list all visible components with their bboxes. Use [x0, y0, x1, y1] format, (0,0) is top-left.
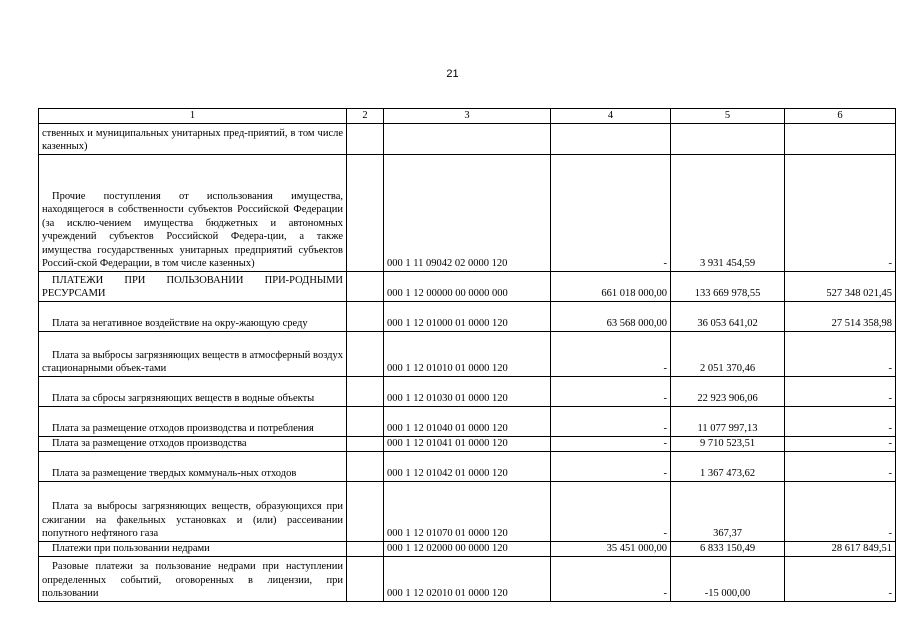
row-code-cell: 000 1 12 01041 01 0000 120	[384, 436, 551, 451]
row-rest-cell: -	[785, 331, 896, 376]
row-plan-cell	[551, 123, 671, 154]
row-name-cell	[39, 481, 347, 541]
row-name-text: Разовые платежи за пользование недрами при наступлении определенных событий, оговоренных в лицензии, при пользовании	[42, 561, 343, 599]
row-name-text: Платежи при пользовании недрами	[52, 543, 210, 554]
row-fact-cell: 9 710 523,51	[671, 436, 785, 451]
row-fact-cell: 367,37	[671, 481, 785, 541]
row-col2-cell	[347, 271, 384, 301]
row-name-cell	[39, 376, 347, 406]
row-code-cell: 000 1 12 01000 01 0000 120	[384, 301, 551, 331]
row-name-cell	[39, 451, 347, 481]
row-fact-cell: -15 000,00	[671, 556, 785, 601]
table-row	[39, 541, 896, 556]
row-col2-cell	[347, 331, 384, 376]
row-col2-cell	[347, 451, 384, 481]
column-header: 5	[671, 109, 785, 124]
row-name-text: ПЛАТЕЖИ ПРИ ПОЛЬЗОВАНИИ ПРИ-РОДНЫМИ РЕСУРСАМИ	[42, 274, 343, 299]
row-name-cell	[39, 154, 347, 271]
row-rest-cell: -	[785, 556, 896, 601]
table-row	[39, 451, 896, 481]
row-rest-cell: 27 514 358,98	[785, 301, 896, 331]
table-row	[39, 123, 896, 154]
row-fact-cell	[671, 123, 785, 154]
row-col2-cell	[347, 376, 384, 406]
row-fact-cell: 133 669 978,55	[671, 271, 785, 301]
page-number: 21	[446, 68, 459, 80]
row-name-text: Плата за выбросы загрязняющих веществ в атмосферный воздух стационарными объек-тами	[42, 349, 343, 374]
row-code-cell: 000 1 12 01042 01 0000 120	[384, 451, 551, 481]
table-row	[39, 301, 896, 331]
row-fact-cell: 6 833 150,49	[671, 541, 785, 556]
column-header: 1	[39, 109, 347, 124]
row-plan-cell: -	[551, 481, 671, 541]
row-code-cell: 000 1 12 01070 01 0000 120	[384, 481, 551, 541]
row-col2-cell	[347, 481, 384, 541]
table-row	[39, 556, 896, 601]
row-code-cell	[384, 123, 551, 154]
row-name-cell	[39, 301, 347, 331]
row-name-cell	[39, 331, 347, 376]
row-plan-cell: -	[551, 376, 671, 406]
row-rest-cell: 28 617 849,51	[785, 541, 896, 556]
row-code-cell: 000 1 12 01010 01 0000 120	[384, 331, 551, 376]
column-header: 6	[785, 109, 896, 124]
row-code-cell: 000 1 12 01040 01 0000 120	[384, 406, 551, 436]
table-row	[39, 271, 896, 301]
row-rest-cell: -	[785, 154, 896, 271]
row-plan-cell: -	[551, 406, 671, 436]
row-rest-cell: -	[785, 481, 896, 541]
table-row	[39, 376, 896, 406]
row-rest-cell: -	[785, 406, 896, 436]
row-col2-cell	[347, 436, 384, 451]
row-plan-cell: -	[551, 451, 671, 481]
row-name-cell	[39, 541, 347, 556]
row-col2-cell	[347, 123, 384, 154]
row-fact-cell: 1 367 473,62	[671, 451, 785, 481]
row-fact-cell: 36 053 641,02	[671, 301, 785, 331]
row-fact-cell: 22 923 906,06	[671, 376, 785, 406]
row-code-cell: 000 1 12 02000 00 0000 120	[384, 541, 551, 556]
row-plan-cell: 661 018 000,00	[551, 271, 671, 301]
row-name-text: Плата за размещение твердых коммуналь-ных отходов	[52, 468, 297, 479]
row-name-cell	[39, 436, 347, 451]
row-rest-cell: -	[785, 451, 896, 481]
row-col2-cell	[347, 556, 384, 601]
column-header: 2	[347, 109, 384, 124]
row-code-cell: 000 1 12 01030 01 0000 120	[384, 376, 551, 406]
row-rest-cell: -	[785, 376, 896, 406]
row-col2-cell	[347, 154, 384, 271]
row-code-cell: 000 1 11 09042 02 0000 120	[384, 154, 551, 271]
row-plan-cell: -	[551, 556, 671, 601]
row-code-cell: 000 1 12 00000 00 0000 000	[384, 271, 551, 301]
row-plan-cell: -	[551, 436, 671, 451]
row-name-cell	[39, 123, 347, 154]
row-name-cell	[39, 271, 347, 301]
row-rest-cell: -	[785, 436, 896, 451]
table-row	[39, 406, 896, 436]
row-plan-cell: -	[551, 154, 671, 271]
row-rest-cell: 527 348 021,45	[785, 271, 896, 301]
column-header: 4	[551, 109, 671, 124]
table-row	[39, 436, 896, 451]
row-col2-cell	[347, 406, 384, 436]
row-name-cell	[39, 556, 347, 601]
row-code-cell: 000 1 12 02010 01 0000 120	[384, 556, 551, 601]
row-name-cell	[39, 406, 347, 436]
row-name-text: Прочие поступления от использования имущества, находящегося в собственности субъектов Российской Федерации (за исклю-чением имущества бюджетных и автономных учреждений субъектов Российской Федера-ции, а также имущества государственных унитарных предприятий субъектов Россий-ской Федерации, в том числе казенных)	[42, 190, 343, 269]
row-plan-cell: -	[551, 331, 671, 376]
table-row	[39, 154, 896, 271]
row-name-text: Плата за сбросы загрязняющих веществ в водные объекты	[52, 393, 315, 404]
row-fact-cell: 2 051 370,46	[671, 331, 785, 376]
row-name-text: Плата за выбросы загрязняющих веществ, образующихся при сжигании на факельных установках и (или) рассеивании попутного нефтяного газа	[42, 501, 343, 539]
row-col2-cell	[347, 301, 384, 331]
column-number-row	[39, 109, 896, 124]
row-fact-cell: 11 077 997,13	[671, 406, 785, 436]
row-rest-cell	[785, 123, 896, 154]
row-name-text: Плата за размещение отходов производства и потребления	[52, 423, 314, 434]
row-plan-cell: 63 568 000,00	[551, 301, 671, 331]
row-col2-cell	[347, 541, 384, 556]
row-fact-cell: 3 931 454,59	[671, 154, 785, 271]
table-row	[39, 331, 896, 376]
column-header: 3	[384, 109, 551, 124]
row-plan-cell: 35 451 000,00	[551, 541, 671, 556]
table-row	[39, 481, 896, 541]
row-name-text: Плата за негативное воздействие на окру-жающую среду	[52, 318, 308, 329]
row-name-text: Плата за размещение отходов производства	[52, 438, 247, 449]
budget-table	[38, 108, 896, 602]
row-name-text: ственных и муниципальных унитарных пред-приятий, в том числе казенных)	[42, 127, 343, 152]
